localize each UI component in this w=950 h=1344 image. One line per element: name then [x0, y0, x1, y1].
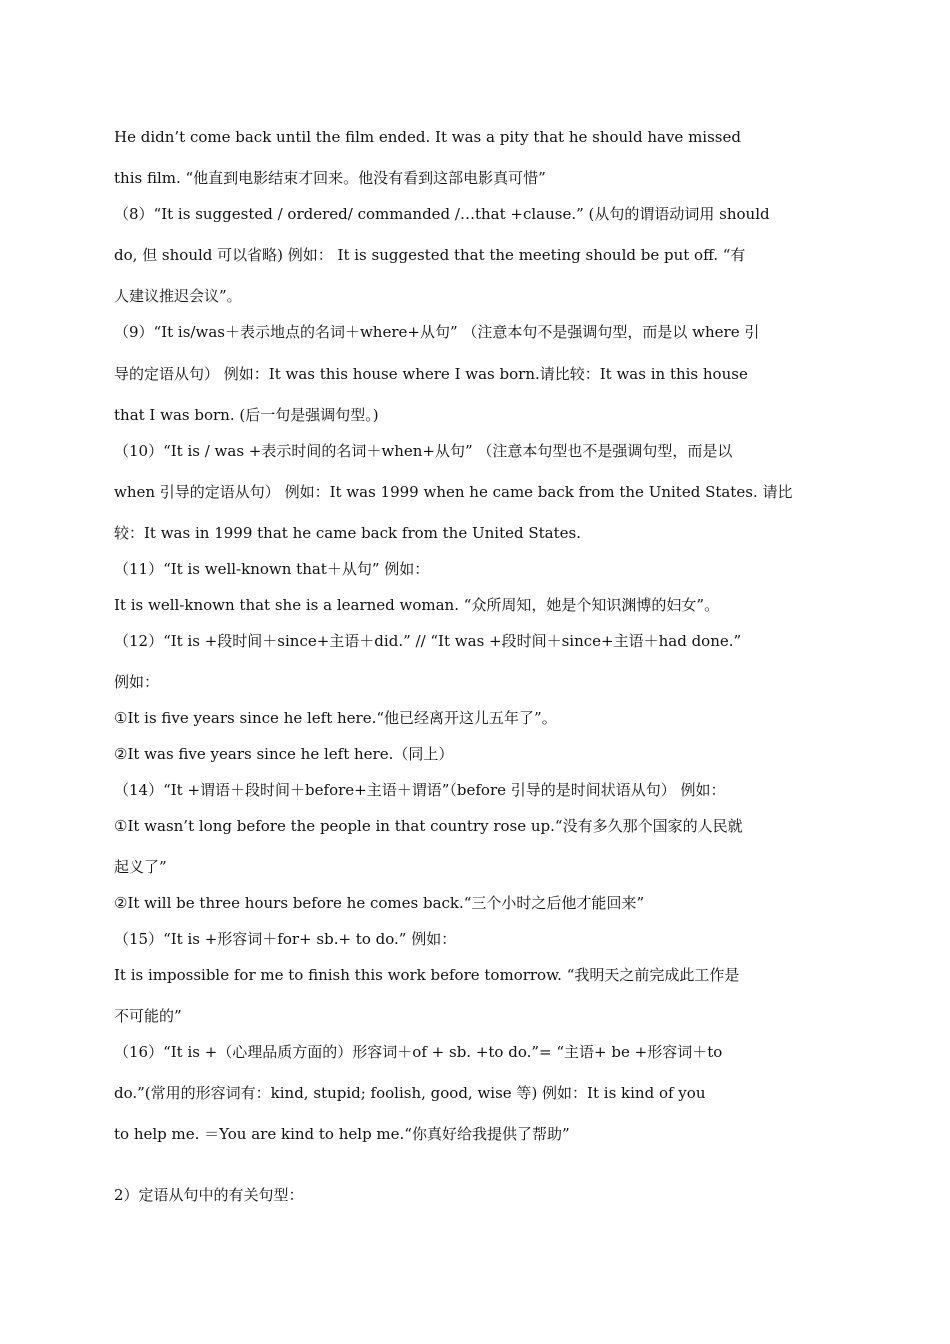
text-line: （8）“It is suggested / ordered/ commanded /…that +clause.” (从句的谓语动词用 should [114, 205, 770, 223]
text-line: It is well-known that she is a learned woman. “众所周知，她是个知识渊博的妇女”。 [114, 596, 720, 614]
text-line: （14）“It +谓语＋段时间＋before+主语＋谓语”（before 引导的是时间状语从句） 例如： [114, 781, 726, 799]
text-line: do, 但 should 可以省略) 例如： It is suggested that the meeting should be put off. “有 [114, 246, 746, 264]
text-line: （10）“It is / was +表示时间的名词＋when+从句” （注意本句型也不是强调句型，而是以 [114, 442, 733, 460]
text-line: 人建议推迟会议”。 [114, 287, 242, 305]
text-line: （15）“It is +形容词＋for+ sb.+ to do.” 例如： [114, 930, 457, 948]
text-line: do.”(常用的形容词有：kind, stupid; foolish, good, wise 等) 例如：It is kind of you [114, 1084, 706, 1102]
text-line: ②It will be three hours before he comes back.“三个小时之后他才能回来” [114, 894, 645, 912]
text-line: 例如： [114, 673, 160, 691]
text-line: （11）“It is well-known that＋从句” 例如： [114, 560, 430, 578]
text-line: （16）“It is +（心理品质方面的）形容词＋of + sb. +to do.”= “主语+ be +形容词＋to [114, 1043, 723, 1061]
text-line: （9）“It is/was＋表示地点的名词＋where+从句” （注意本句不是强调句型，而是以 where 引 [114, 323, 760, 341]
text-line: this film. “他直到电影结束才回来。他没有看到这部电影真可惜” [114, 169, 546, 187]
text-line: when 引导的定语从句） 例如：It was 1999 when he came back from the United States. 请比 [114, 483, 793, 501]
text-line: It is impossible for me to finish this work before tomorrow. “我明天之前完成此工作是 [114, 966, 740, 984]
section-heading: 2）定语从句中的有关句型： [114, 1186, 304, 1204]
text-line: ②It was five years since he left here.（同上） [114, 745, 454, 763]
text-line: 起义了” [114, 858, 167, 876]
text-line: He didn’t come back until the film ended. It was a pity that he should have missed [114, 128, 741, 146]
text-line: ①It is five years since he left here.“他已经离开这儿五年了”。 [114, 709, 557, 727]
text-line: 导的定语从句） 例如：It was this house where I was born.请比较：It was in this house [114, 365, 748, 383]
text-line: ①It wasn’t long before the people in that country rose up.“没有多久那个国家的人民就 [114, 817, 743, 835]
text-line: that I was born. (后一句是强调句型。) [114, 406, 379, 424]
text-line: （12）“It is +段时间＋since+主语＋did.” // “It was +段时间＋since+主语＋had done.” [114, 632, 742, 650]
text-line: 较：It was in 1999 that he came back from the United States. [114, 524, 581, 542]
text-line: 不可能的” [114, 1007, 182, 1025]
text-line: to help me. ＝You are kind to help me.“你真好给我提供了帮助” [114, 1125, 570, 1143]
